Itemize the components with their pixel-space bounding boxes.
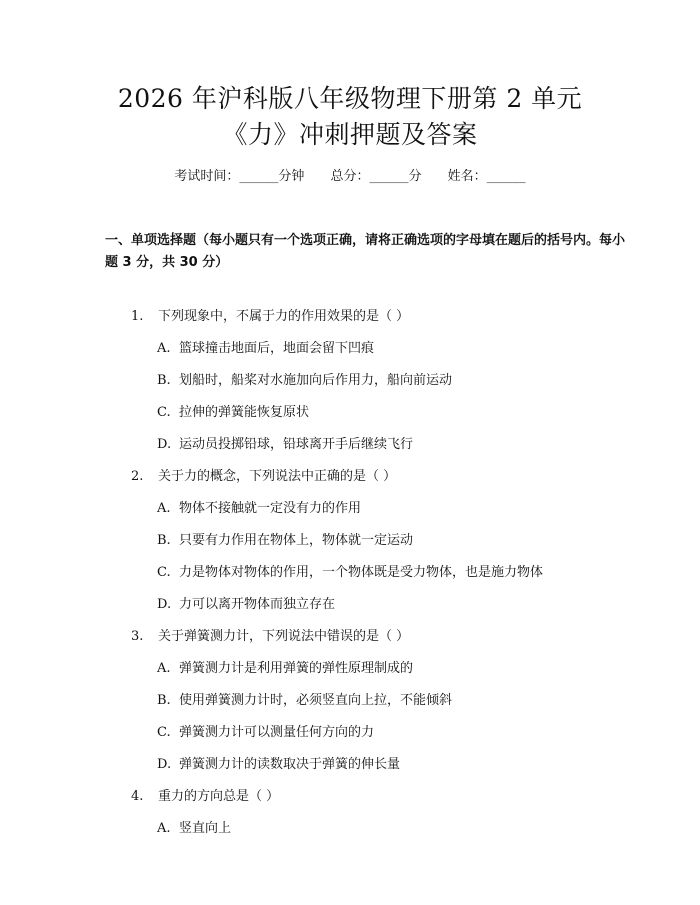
- option-letter: B.: [157, 693, 171, 708]
- question-number: 3.: [131, 629, 144, 644]
- option-text: 划船时，船桨对水施加向后作用力，船向前运动: [179, 373, 453, 388]
- option-letter: A.: [157, 821, 171, 836]
- exam-time-field: 考试时间：______分钟: [174, 169, 305, 184]
- question-text: 关于力的概念，下列说法中正确的是（ ）: [158, 469, 397, 484]
- option-text: 竖直向上: [179, 821, 232, 836]
- student-name-field: 姓名：______: [447, 169, 526, 184]
- option-text: 拉伸的弹簧能恢复原状: [179, 405, 310, 420]
- option-letter: B.: [157, 373, 171, 388]
- question-2-option-b: [157, 532, 413, 550]
- question-text: 下列现象中，不属于力的作用效果的是（ ）: [158, 309, 410, 324]
- option-text: 弹簧测力计的读数取决于弹簧的伸长量: [179, 757, 401, 772]
- option-letter: A.: [157, 501, 171, 516]
- question-1-option-b: [157, 372, 452, 390]
- question-2-option-d: [157, 596, 335, 614]
- question-4-option-a: [157, 820, 231, 838]
- exam-title-line-1: 2026 年沪科版八年级物理下册第 2 单元: [117, 84, 583, 113]
- option-text: 弹簧测力计可以测量任何方向的力: [179, 725, 375, 740]
- exam-title-line-2: 《力》冲刺押题及答案: [222, 120, 478, 149]
- option-letter: C.: [157, 565, 171, 580]
- option-text: 力可以离开物体而独立存在: [179, 597, 336, 612]
- question-3: [131, 628, 409, 646]
- option-letter: A.: [157, 661, 171, 676]
- question-text: 关于弹簧测力计，下列说法中错误的是（ ）: [158, 629, 410, 644]
- question-4: [131, 788, 279, 806]
- option-text: 只要有力作用在物体上，物体就一定运动: [179, 533, 414, 548]
- option-text: 运动员投掷铅球，铅球离开手后继续飞行: [179, 437, 414, 452]
- question-1-option-a: [157, 340, 374, 358]
- option-text: 物体不接触就一定没有力的作用: [179, 501, 362, 516]
- question-3-option-c: [157, 724, 374, 742]
- question-number: 4.: [131, 789, 144, 804]
- total-score-field: 总分：______分: [330, 169, 422, 184]
- question-2: [131, 468, 396, 486]
- option-letter: B.: [157, 533, 171, 548]
- question-number: 2.: [131, 469, 144, 484]
- question-number: 1.: [131, 309, 144, 324]
- question-3-option-b: [157, 692, 452, 710]
- section-heading-single-choice: 一、单项选择题（每小题只有一个选项正确，请将正确选项的字母填在题后的括号内。每小题 3 分，共 30 分）: [105, 233, 626, 270]
- question-1-option-c: [157, 404, 309, 422]
- question-2-option-c: [157, 564, 543, 582]
- option-text: 篮球撞击地面后，地面会留下凹痕: [179, 341, 375, 356]
- question-2-option-a: [157, 500, 361, 518]
- option-text: 力是物体对物体的作用，一个物体既是受力物体，也是施力物体: [179, 565, 544, 580]
- option-text: 使用弹簧测力计时，必须竖直向上拉，不能倾斜: [179, 693, 453, 708]
- option-letter: D.: [157, 757, 172, 772]
- question-3-option-d: [157, 756, 400, 774]
- option-letter: C.: [157, 405, 171, 420]
- option-letter: D.: [157, 437, 172, 452]
- question-1-option-d: [157, 436, 413, 454]
- question-1: [131, 308, 409, 326]
- exam-meta: [0, 168, 700, 186]
- question-3-option-a: [157, 660, 413, 678]
- option-letter: C.: [157, 725, 171, 740]
- question-text: 重力的方向总是（ ）: [158, 789, 280, 804]
- option-text: 弹簧测力计是利用弹簧的弹性原理制成的: [179, 661, 414, 676]
- option-letter: D.: [157, 597, 172, 612]
- option-letter: A.: [157, 341, 171, 356]
